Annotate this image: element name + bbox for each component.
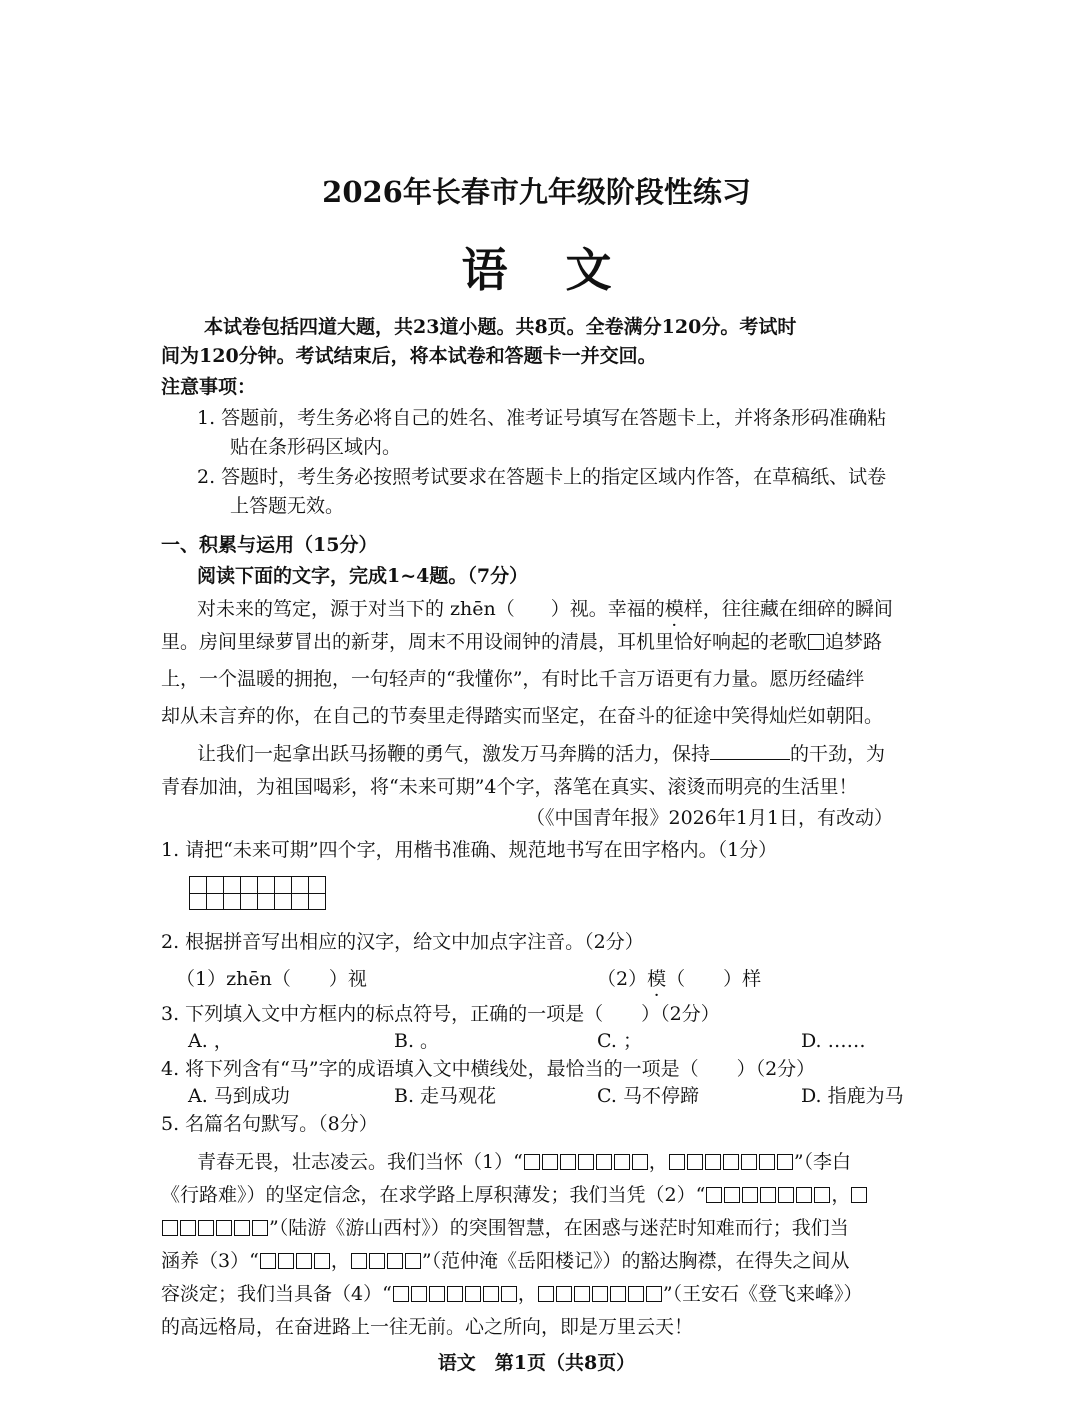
question-3-option-a: A. ， — [188, 1030, 233, 1052]
answer-boxes — [668, 1151, 794, 1173]
section-1-heading: 一、积累与运用（15分） — [161, 534, 378, 556]
answer-boxes — [161, 1217, 269, 1239]
question-4-option-d: D. 指鹿为马 — [801, 1085, 904, 1107]
dotted-character: 模 — [664, 598, 684, 620]
note-1-line-2: 贴在条形码区域内。 — [230, 436, 402, 458]
passage-line-1 — [197, 597, 893, 621]
page-footer: 语文 第1页（共8页） — [437, 1352, 636, 1374]
q5-text: ”（陆游《游山西村》）的突围智慧，在困惑与迷茫时知难而行；我们当 — [269, 1217, 849, 1239]
question-3-option-b: B. 。 — [394, 1030, 440, 1052]
passage-text: 追梦路 — [825, 631, 883, 653]
question-2: 2. 根据拼音写出相应的汉字，给文中加点字注音。（2分） — [161, 931, 644, 953]
question-2-sub-1: （1）zhēn（ ）视 — [176, 968, 367, 990]
q5-line-6: 的高远格局，在奋进路上一往无前。心之所向，即是万里云天！ — [161, 1316, 694, 1338]
answer-boxes — [850, 1184, 868, 1206]
q5-text: ”（范仲淹《岳阳楼记》）的豁达胸襟，在得失之间从 — [421, 1250, 850, 1272]
section-1-instruction: 阅读下面的文字，完成1~4题。（7分） — [197, 565, 529, 587]
answer-boxes — [523, 1151, 649, 1173]
q5-text: ， — [831, 1184, 851, 1206]
grid-cell — [241, 877, 258, 909]
question-4-option-a: A. 马到成功 — [188, 1085, 290, 1107]
note-1-line-1: 1. 答题前，考生务必将自己的姓名、准考证号填写在答题卡上，并将条形码准确粘 — [197, 407, 887, 429]
q5-text: 涵养（3）“ — [161, 1250, 259, 1272]
passage-line-3: 上，一个温暖的拥抱，一句轻声的“我懂你”，有时比千言万语更有力量。愿历经磕绊 — [161, 668, 865, 690]
question-4: 4. 将下列含有“马”字的成语填入文中横线处，最恰当的一项是（ ）（2分） — [161, 1058, 816, 1080]
sub-label: （2） — [597, 968, 648, 990]
q5-text: 《行路难》）的坚定信念，在求学路上厚积薄发；我们当凭（2）“ — [161, 1184, 706, 1206]
passage-text: ）视。幸福的 — [550, 598, 665, 620]
notes-heading: 注意事项： — [161, 376, 257, 398]
passage-text: 里。房间里绿萝冒出的新芽，周末不用设闹钟的清晨，耳机里恰好响起的老歌 — [161, 631, 808, 653]
grid-cell — [258, 877, 275, 909]
intro-line-1: 本试卷包括四道大题，共23道小题。共8页。全卷满分120分。考试时 — [204, 316, 797, 338]
subject-title: 语文 — [461, 243, 670, 297]
passage-line-6: 青春加油，为祖国喝彩，将“未来可期”4个字，落笔在真实、滚烫而明亮的生活里！ — [161, 776, 858, 798]
question-3-option-d: D. …… — [801, 1030, 866, 1052]
note-2-line-2: 上答题无效。 — [230, 495, 345, 517]
q5-text: ”（王安石《登飞来峰》） — [662, 1283, 863, 1305]
passage-text: 对未来的笃定，源于对当下的 zhēn（ — [197, 598, 515, 620]
grid-cell — [190, 877, 207, 909]
tianzige-writing-grid — [189, 876, 326, 910]
q5-line-3 — [161, 1216, 849, 1240]
question-2-sub-2 — [597, 967, 761, 991]
q5-text: ， — [517, 1283, 537, 1305]
answer-boxes — [705, 1184, 831, 1206]
passage-line-5 — [197, 741, 885, 766]
q5-text: ”（李白 — [793, 1151, 852, 1173]
q5-line-5 — [161, 1282, 863, 1306]
q5-line-2 — [161, 1183, 868, 1207]
question-4-option-b: B. 走马观花 — [394, 1085, 497, 1107]
q5-text: 容淡定；我们当具备（4）“ — [161, 1283, 392, 1305]
grid-cell — [292, 877, 309, 909]
q5-text: ， — [648, 1151, 668, 1173]
grid-cell — [275, 877, 292, 909]
question-3: 3. 下列填入文中方框内的标点符号，正确的一项是（ ）（2分） — [161, 1003, 720, 1025]
passage-line-2 — [161, 630, 882, 654]
grid-cell — [309, 877, 325, 909]
question-4-option-c: C. 马不停蹄 — [597, 1085, 699, 1107]
answer-boxes — [259, 1250, 331, 1272]
dotted-character: 模 — [647, 968, 667, 990]
sub-text: （ ）样 — [666, 968, 762, 990]
q5-line-4 — [161, 1249, 850, 1273]
intro-line-2: 间为120分钟。考试结束后，将本试卷和答题卡一并交回。 — [161, 345, 657, 367]
question-1: 1. 请把“未来可期”四个字，用楷书准确、规范地书写在田字格内。（1分） — [161, 839, 778, 861]
punctuation-box — [808, 634, 824, 650]
q5-line-1 — [197, 1150, 851, 1174]
grid-cell — [224, 877, 241, 909]
passage-text: 让我们一起拿出跃马扬鞭的勇气，激发万马奔腾的活力，保持 — [197, 743, 711, 765]
answer-boxes — [537, 1283, 663, 1305]
answer-boxes — [350, 1250, 422, 1272]
q5-text: ， — [330, 1250, 350, 1272]
note-2-line-1: 2. 答题时，考生务必按照考试要求在答题卡上的指定区域内作答，在草稿纸、试卷 — [197, 466, 887, 488]
question-3-option-c: C. ； — [597, 1030, 642, 1052]
question-5: 5. 名篇名句默写。（8分） — [161, 1113, 378, 1135]
passage-text: 样，往往藏在细碎的瞬间 — [683, 598, 893, 620]
fill-blank-line — [710, 741, 790, 760]
passage-line-4: 却从未言弃的你，在自己的节奏里走得踏实而坚定，在奋斗的征途中笑得灿烂如朝阳。 — [161, 705, 884, 727]
exam-title: 2026年长春市九年级阶段性练习 — [322, 175, 751, 209]
answer-boxes — [392, 1283, 518, 1305]
grid-cell — [207, 877, 224, 909]
q5-text: 青春无畏，壮志凌云。我们当怀（1）“ — [197, 1151, 523, 1173]
passage-source: （《中国青年报》2026年1月1日，有改动） — [526, 807, 894, 829]
passage-text: 的干劲，为 — [790, 743, 886, 765]
